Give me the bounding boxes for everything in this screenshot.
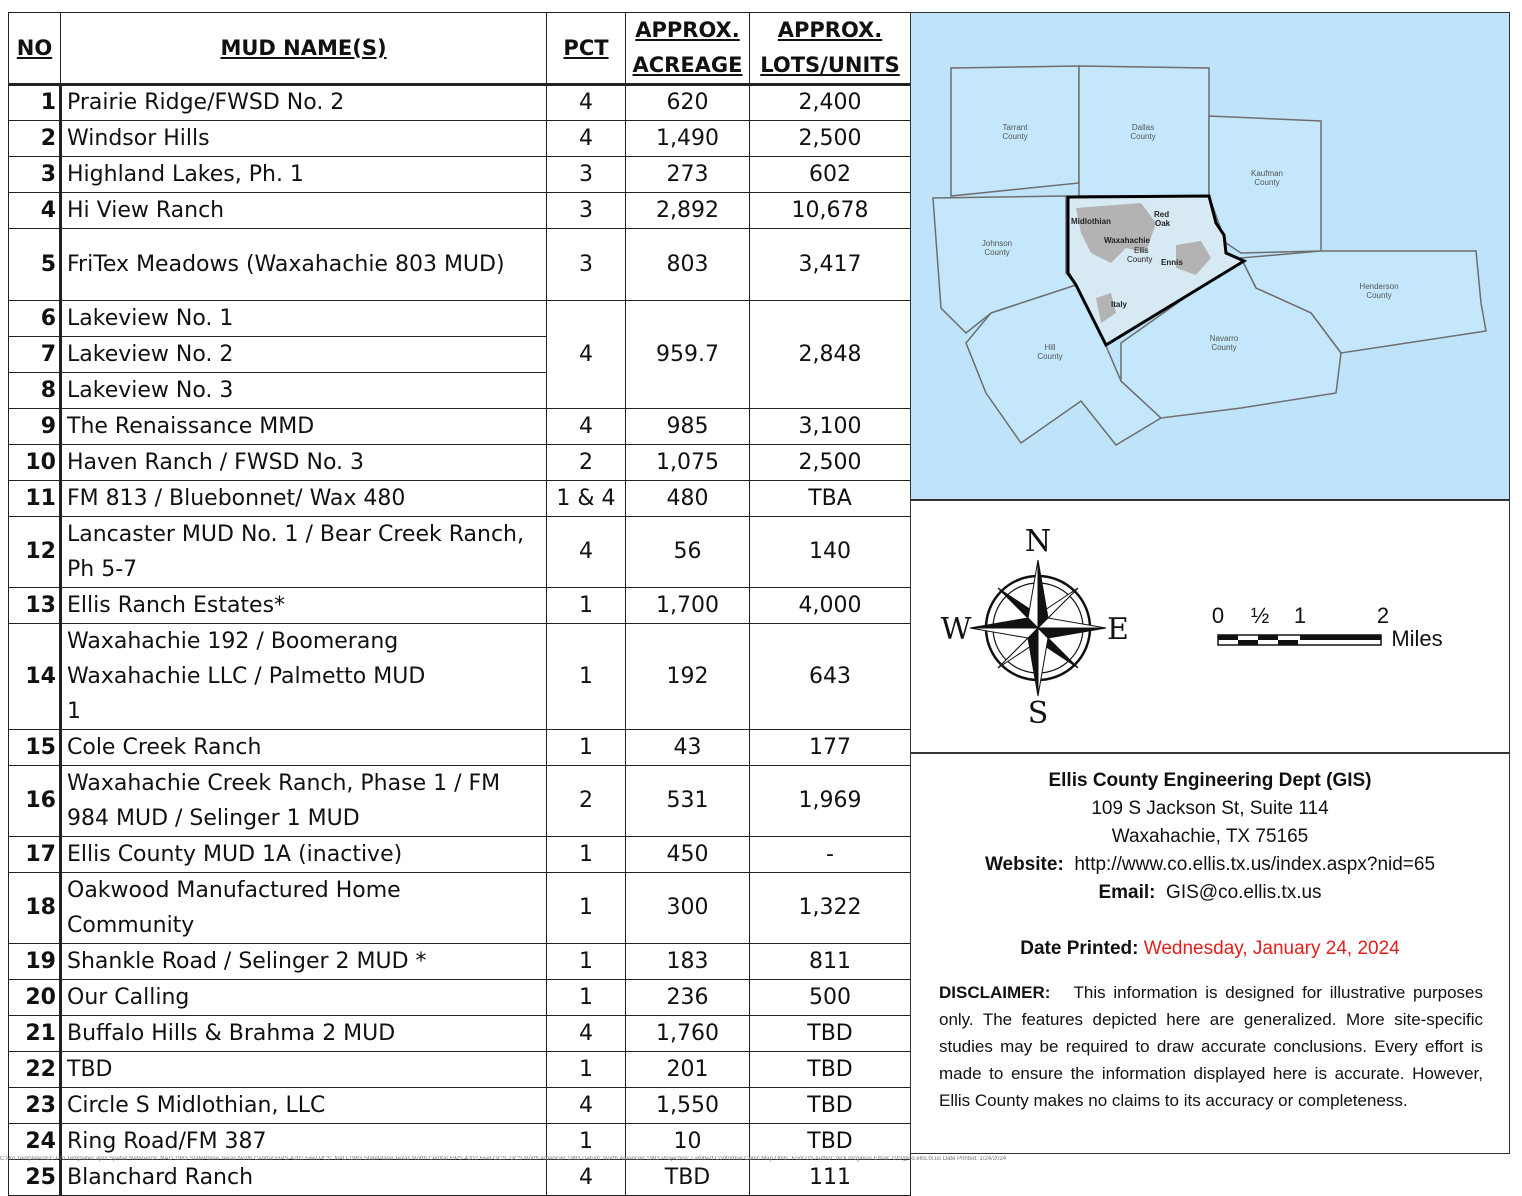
row-lots: 3,417: [750, 229, 911, 301]
scale-label-0: 0: [1211, 603, 1225, 628]
dallas-label-1: Dallas: [1131, 123, 1155, 132]
row-acreage: 236: [626, 980, 750, 1016]
kaufman-label-2: County: [1254, 178, 1280, 187]
row-pct: 1: [547, 624, 626, 730]
hill-label-1: Hill: [1044, 343, 1056, 352]
navarro-label-1: Navarro: [1209, 334, 1239, 343]
row-no: 14: [9, 624, 61, 730]
row-lots: 1,969: [750, 766, 911, 837]
scale-unit-label: Miles: [1391, 626, 1443, 651]
row-acreage: 480: [626, 481, 750, 517]
row-acreage: 1,700: [626, 588, 750, 624]
navarro-label-2: County: [1211, 343, 1237, 352]
row-no: 5: [9, 229, 61, 301]
table-row: [9, 944, 911, 980]
info-panel: [910, 753, 1510, 1154]
row-pct: 2: [547, 445, 626, 481]
email-label: Email:: [1098, 882, 1156, 903]
scale-seg-1: [1218, 635, 1238, 640]
row-acreage: 10: [626, 1124, 750, 1160]
table-row: [9, 980, 911, 1016]
row-no: 18: [9, 873, 61, 944]
row-acreage: 56: [626, 517, 750, 588]
red-oak-label-2: Oak: [1155, 219, 1171, 228]
table-row: [9, 157, 911, 193]
compass-rose: [970, 560, 1106, 696]
row-acreage: 1,760: [626, 1016, 750, 1052]
header-lots-line2: LOTS/UNITS: [760, 53, 900, 77]
hill-label-2: County: [1037, 352, 1063, 361]
tarrant-label-2: County: [1002, 132, 1028, 141]
row-acreage: 1,490: [626, 121, 750, 157]
ellis-label-2: County: [1127, 255, 1153, 264]
row-no: 1: [9, 85, 61, 121]
row-name: Waxahachie 192 / Boomerang Waxahachie LLC / Palmetto MUD 1: [61, 624, 547, 730]
row-pct: 1: [547, 730, 626, 766]
table-row: [9, 588, 911, 624]
row-name: TBD: [61, 1052, 547, 1088]
row-name: Lancaster MUD No. 1 / Bear Creek Ranch, Ph 5-7: [61, 517, 547, 588]
row-lots: 2,848: [750, 301, 911, 409]
dallas-label-2: County: [1130, 132, 1156, 141]
table-row: [9, 1160, 911, 1196]
table-row: [9, 229, 911, 301]
north-arrow: [911, 501, 1508, 751]
date-value: Wednesday, January 24, 2024: [1143, 938, 1400, 959]
italy-label: Italy: [1111, 300, 1128, 309]
row-no: 13: [9, 588, 61, 624]
date-line: [911, 935, 1509, 963]
row-name: Our Calling: [61, 980, 547, 1016]
henderson-label-1: Henderson: [1359, 282, 1399, 291]
website-link[interactable]: http://www.co.ellis.tx.us/index.aspx?nid=65: [1074, 854, 1436, 875]
row-acreage: 959.7: [626, 301, 750, 409]
ennis-label: Ennis: [1161, 258, 1183, 267]
row-name: FM 813 / Bluebonnet/ Wax 480: [61, 481, 547, 517]
row-no: 22: [9, 1052, 61, 1088]
row-pct: 3: [547, 193, 626, 229]
row-name: FriTex Meadows (Waxahachie 803 MUD): [61, 229, 547, 301]
row-pct: 4: [547, 517, 626, 588]
table-row: [9, 873, 911, 944]
scale-seg-4: [1278, 640, 1298, 645]
row-pct: 1: [547, 837, 626, 873]
header-no: NO: [9, 13, 61, 85]
header-pct: PCT: [547, 13, 626, 85]
henderson-label-2: County: [1366, 291, 1392, 300]
table-row: [9, 766, 911, 837]
waxahachie-label: Waxahachie: [1104, 236, 1150, 245]
row-lots: 2,400: [750, 85, 911, 121]
address-line-1: 109 S Jackson St, Suite 114: [1091, 798, 1329, 819]
row-lots: 643: [750, 624, 911, 730]
row-no: 24: [9, 1124, 61, 1160]
row-no: 21: [9, 1016, 61, 1052]
row-pct: 1: [547, 980, 626, 1016]
row-acreage: 300: [626, 873, 750, 944]
row-acreage: 43: [626, 730, 750, 766]
table-row: [9, 481, 911, 517]
row-lots: TBD: [750, 1088, 911, 1124]
org-name: Ellis County Engineering Dept (GIS): [1048, 770, 1372, 791]
header-name: MUD NAME(S): [61, 13, 547, 85]
row-no: 23: [9, 1088, 61, 1124]
table-row: [9, 85, 911, 121]
row-pct: 1: [547, 873, 626, 944]
compass-cardinal-points: [970, 560, 1106, 696]
row-name: Windsor Hills: [61, 121, 547, 157]
row-lots: 500: [750, 980, 911, 1016]
header-acreage-line2: ACREAGE: [632, 53, 743, 77]
row-acreage: 803: [626, 229, 750, 301]
row-lots: TBD: [750, 1052, 911, 1088]
compass-n-label: N: [1024, 524, 1052, 559]
row-name: Highland Lakes, Ph. 1: [61, 157, 547, 193]
row-name: Lakeview No. 3: [61, 373, 547, 409]
row-pct: 4: [547, 1160, 626, 1196]
county-map-svg: [911, 13, 1508, 498]
row-no: 25: [9, 1160, 61, 1196]
row-lots: 3,100: [750, 409, 911, 445]
row-no: 12: [9, 517, 61, 588]
website-label: Website:: [984, 854, 1064, 875]
row-acreage: 450: [626, 837, 750, 873]
table-row: [9, 301, 911, 337]
compass-e-label: E: [1107, 612, 1129, 647]
compass-panel: [910, 500, 1510, 753]
compass-s-label: S: [1027, 696, 1049, 731]
date-label: Date Printed:: [1020, 938, 1139, 959]
kaufman-label-1: Kaufman: [1250, 169, 1284, 178]
email-line: [911, 879, 1509, 907]
row-name: Cole Creek Ranch: [61, 730, 547, 766]
table-row: [9, 624, 911, 730]
website-line: [911, 851, 1509, 879]
scale-seg-5: [1300, 635, 1381, 640]
row-lots: TBD: [750, 1124, 911, 1160]
row-pct: 4: [547, 121, 626, 157]
table-row: [9, 517, 911, 588]
row-pct: 2: [547, 766, 626, 837]
row-pct: 1 & 4: [547, 481, 626, 517]
row-acreage: TBD: [626, 1160, 750, 1196]
row-acreage: 273: [626, 157, 750, 193]
email-link[interactable]: GIS@co.ellis.tx.us: [1166, 882, 1322, 903]
row-acreage: 531: [626, 766, 750, 837]
row-name: Oakwood Manufactured Home Community: [61, 873, 547, 944]
midlothian-label: Midlothian: [1071, 217, 1111, 226]
row-name: Circle S Midlothian, LLC: [61, 1088, 547, 1124]
row-no: 11: [9, 481, 61, 517]
row-name: Lakeview No. 1: [61, 301, 547, 337]
row-no: 3: [9, 157, 61, 193]
johnson-label-2: County: [984, 248, 1010, 257]
row-lots: -: [750, 837, 911, 873]
header-lots: [750, 13, 911, 85]
row-no: 4: [9, 193, 61, 229]
row-no: 2: [9, 121, 61, 157]
row-name: Lakeview No. 2: [61, 337, 547, 373]
row-acreage: 1,550: [626, 1088, 750, 1124]
row-acreage: 1,075: [626, 445, 750, 481]
table-row: [9, 730, 911, 766]
row-pct: 4: [547, 1088, 626, 1124]
row-no: 7: [9, 337, 61, 373]
row-lots: 1,322: [750, 873, 911, 944]
row-lots: 10,678: [750, 193, 911, 229]
table-row: [9, 837, 911, 873]
row-no: 16: [9, 766, 61, 837]
mud-table: [8, 12, 911, 1196]
row-name: Haven Ranch / FWSD No. 3: [61, 445, 547, 481]
row-lots: 111: [750, 1160, 911, 1196]
row-lots: 602: [750, 157, 911, 193]
row-acreage: 192: [626, 624, 750, 730]
row-pct: 1: [547, 1124, 626, 1160]
row-acreage: 985: [626, 409, 750, 445]
row-acreage: 620: [626, 85, 750, 121]
table-row: [9, 121, 911, 157]
row-name: Prairie Ridge/FWSD No. 2: [61, 85, 547, 121]
tarrant-label-1: Tarrant: [1002, 123, 1028, 132]
johnson-label-1: Johnson: [981, 239, 1013, 248]
table-row: [9, 1124, 911, 1160]
row-acreage: 183: [626, 944, 750, 980]
disclaimer-text: This information is designed for illustrative purposes only. The features depicted here are generalized. More site-specific studies may be required to draw accurate conclusions. Every effort is made to ensure the information displayed here is accurate. However, Ellis County makes no claims to its accuracy or completeness.: [939, 983, 1483, 1110]
row-lots: TBD: [750, 1016, 911, 1052]
row-pct: 4: [547, 85, 626, 121]
row-acreage: 2,892: [626, 193, 750, 229]
row-lots: 2,500: [750, 121, 911, 157]
scale-bar: [1212, 603, 1443, 651]
header-acreage: [626, 13, 750, 85]
row-name: Shankle Road / Selinger 2 MUD *: [61, 944, 547, 980]
footer-metadata: C:Pro Templates\EC Pro Templates.aprx Spatial Reference: NAD 1983 StatePlane Texas North Central FIPS 4202 Feet PCS: NAD 1983 StatePlane Texas North Central FIPS 4202 Feet GCS: GCS North American 1983 Datum: North American 1983 Projection: Lambert Conformal Conic Map Units: Foot US Author: nick.mcginnis Email: GIS@co.ellis.tx.us Date Printed: 1/24/2024: [0, 1156, 1007, 1162]
row-no: 6: [9, 301, 61, 337]
scale-seg-2: [1238, 640, 1258, 645]
row-lots: 177: [750, 730, 911, 766]
row-pct: 4: [547, 301, 626, 409]
header-lots-line1: APPROX.: [777, 18, 883, 42]
row-no: 17: [9, 837, 61, 873]
row-acreage: 201: [626, 1052, 750, 1088]
row-name: Ring Road/FM 387: [61, 1124, 547, 1160]
row-pct: 1: [547, 588, 626, 624]
table-row: [9, 409, 911, 445]
ellis-label-1: Ellis: [1134, 246, 1149, 255]
row-name: The Renaissance MMD: [61, 409, 547, 445]
address-line-2: Waxahachie, TX 75165: [1111, 826, 1309, 847]
row-pct: 3: [547, 157, 626, 193]
row-no: 8: [9, 373, 61, 409]
row-name: Blanchard Ranch: [61, 1160, 547, 1196]
row-no: 15: [9, 730, 61, 766]
row-name: Ellis Ranch Estates*: [61, 588, 547, 624]
row-name: Hi View Ranch: [61, 193, 547, 229]
compass-w-label: W: [940, 612, 972, 647]
row-lots: 811: [750, 944, 911, 980]
row-no: 19: [9, 944, 61, 980]
disclaimer-label: DISCLAIMER:: [939, 983, 1051, 1002]
header-acreage-line1: APPROX.: [635, 18, 740, 42]
table-row: [9, 1016, 911, 1052]
scale-seg-3: [1258, 635, 1278, 640]
row-pct: 4: [547, 1016, 626, 1052]
row-pct: 4: [547, 409, 626, 445]
row-no: 10: [9, 445, 61, 481]
row-lots: 2,500: [750, 445, 911, 481]
table-row: [9, 1052, 911, 1088]
table-row: [9, 445, 911, 481]
row-lots: 140: [750, 517, 911, 588]
row-name: Waxahachie Creek Ranch, Phase 1 / FM 984 MUD / Selinger 1 MUD: [61, 766, 547, 837]
red-oak-label: Red: [1154, 210, 1170, 219]
row-no: 9: [9, 409, 61, 445]
inset-map: [910, 12, 1510, 500]
row-no: 20: [9, 980, 61, 1016]
row-pct: 1: [547, 1052, 626, 1088]
row-lots: 4,000: [750, 588, 911, 624]
row-lots: TBA: [750, 481, 911, 517]
scale-label-2: 2: [1376, 603, 1390, 628]
row-pct: 1: [547, 944, 626, 980]
row-pct: 3: [547, 229, 626, 301]
table-row: [9, 1088, 911, 1124]
row-name: Ellis County MUD 1A (inactive): [61, 837, 547, 873]
disclaimer: [939, 979, 1483, 1114]
scale-label-half: ½: [1250, 603, 1270, 628]
row-name: Buffalo Hills & Brahma 2 MUD: [61, 1016, 547, 1052]
table-row: [9, 193, 911, 229]
table-header-row: [9, 13, 911, 85]
scale-label-1: 1: [1293, 603, 1307, 628]
